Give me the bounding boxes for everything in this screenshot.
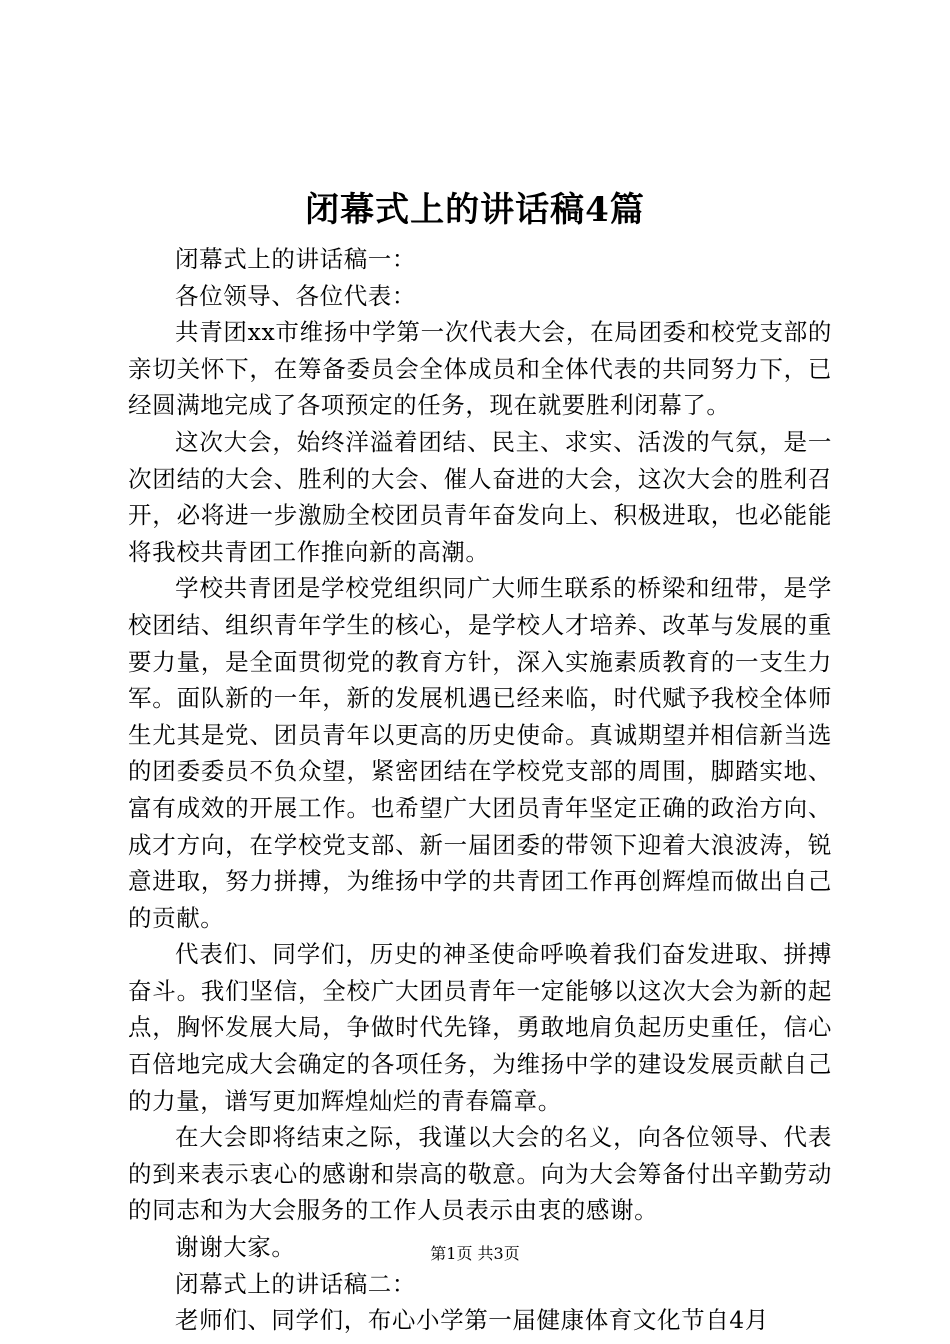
paragraph: 闭幕式上的讲话稿一： [175, 245, 416, 273]
page-footer: 第1页 共3页 [430, 1244, 520, 1263]
paragraph: 各位领导、各位代表： [175, 281, 416, 310]
paragraph: 老师们、同学们，布心小学第一届健康体育文化节自4月 [175, 1306, 769, 1335]
document-title: 闭幕式上的讲话稿4篇 [305, 190, 645, 230]
paragraph: 代表们、同学们，历史的神圣使命呼唤着我们奋发进取、拼搏奋斗。我们坚信，全校广大团员青年一定能够以这次大会为新的起点，胸怀发展大局，争做时代先锋，勇敢地肩负起历史重任，信心百倍地完成大会确定的各项任务，为维扬中学的建设发展贡献自己的力量，谱写更加辉煌灿烂的青春篇章。 [128, 940, 832, 1115]
paragraph: 共青团xx市维扬中学第一次代表大会，在局团委和校党支部的亲切关怀下，在筹备委员会全体成员和全体代表的共同努力下，已经圆满地完成了各项预定的任务，现在就要胜利闭幕了。 [128, 318, 832, 420]
paragraph: 这次大会，始终洋溢着团结、民主、求实、活泼的气氛，是一次团结的大会、胜利的大会、催人奋进的大会，这次大会的胜利召开，必将进一步激励全校团员青年奋发向上、积极进取，也必能能将我校共青团工作推向新的高潮。 [128, 427, 832, 566]
paragraph: 谢谢大家。 [175, 1233, 296, 1262]
paragraph: 闭幕式上的讲话稿二： [175, 1269, 416, 1298]
document-body [128, 241, 832, 1339]
paragraph: 在大会即将结束之际，我谨以大会的名义，向各位领导、代表的到来表示衷心的感谢和崇高的敬意。向为大会筹备付出辛勤劳动的同志和为大会服务的工作人员表示由衷的感谢。 [128, 1123, 832, 1225]
paragraph: 学校共青团是学校党组织同广大师生联系的桥梁和纽带，是学校团结、组织青年学生的核心，是学校人才培养、改革与发展的重要力量，是全面贯彻党的教育方针，深入实施素质教育的一支生力军。面队新的一年，新的发展机遇已经来临，时代赋予我校全体师生尤其是党、团员青年以更高的历史使命。真诚期望并相信新当选的团委委员不负众望，紧密团结在学校党支部的周围，脚踏实地、富有成效的开展工作。也希望广大团员青年坚定正确的政治方向、成才方向，在学校党支部、新一届团委的带领下迎着大浪波涛，锐意进取，努力拼搏，为维扬中学的共青团工作再创辉煌而做出自己的贡献。 [128, 574, 832, 932]
